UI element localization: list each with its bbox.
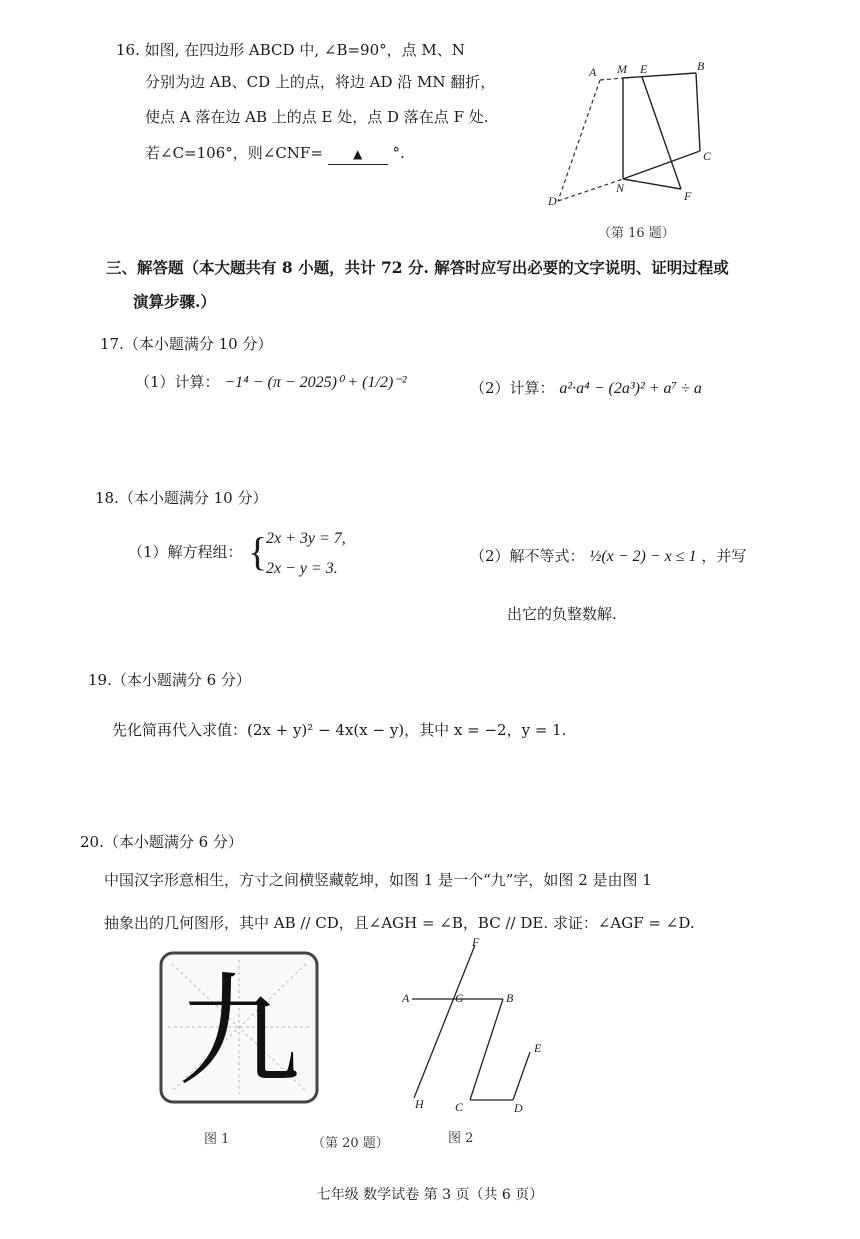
q20-caption: （第 20 题） xyxy=(312,1136,389,1151)
q18-part2-line2: 出它的负整数解. xyxy=(507,605,617,623)
blank-triangle-icon: ▲ xyxy=(353,147,363,161)
q20-fig2-caption: 图 2 xyxy=(448,1131,474,1146)
page-footer: 七年级 数学试卷 第 3 页（共 6 页） xyxy=(316,1187,544,1203)
q20-label-H: H xyxy=(415,1097,424,1111)
q16-edge-MB xyxy=(623,73,696,78)
q17-part2 xyxy=(470,378,702,399)
q16-figure xyxy=(540,58,740,218)
q16-unit: °. xyxy=(392,144,405,162)
q16-edge-BC xyxy=(696,73,700,151)
q16-edge-DN xyxy=(558,179,623,201)
char-jiu: 九 xyxy=(178,961,300,1103)
q18-system-brace: { xyxy=(248,529,268,574)
section3-title-cont: 演算步骤.） xyxy=(133,292,216,311)
q16-condition: 若∠C=106°，则∠CNF= xyxy=(145,144,323,162)
q20-head: 20.（本小题满分 6 分） xyxy=(80,833,243,851)
q16-label-C: C xyxy=(703,149,712,163)
q16-edge-EF xyxy=(642,77,681,189)
q18-eq2: 2x − y = 3. xyxy=(266,560,338,577)
q20-figure1 xyxy=(160,952,320,1104)
q20-label-D: D xyxy=(514,1101,523,1115)
q16-edge-NF xyxy=(623,179,681,189)
q16-line1: 16. 如图, 在四边形 ABCD 中, ∠B=90°，点 M、N xyxy=(116,41,465,59)
q16-caption: （第 16 题） xyxy=(598,226,675,241)
q18-part2-tail: ，并写 xyxy=(701,547,747,565)
q17-part2-label: （2）计算： xyxy=(470,379,555,397)
q20-line2: 抽象出的几何图形，其中 AB // CD，且∠AGH = ∠B，BC // DE. 求证：∠AGF = ∠D. xyxy=(104,914,695,932)
q16-label-B: B xyxy=(697,59,705,73)
q19-body: 先化简再代入求值：(2x + y)² − 4x(x − y)，其中 x = −2，y = 1. xyxy=(112,721,567,739)
q20-label-C: C xyxy=(455,1100,464,1114)
q19-head: 19.（本小题满分 6 分） xyxy=(88,671,251,689)
q20-label-E: E xyxy=(534,1041,542,1055)
q17-part1-label: （1）计算： xyxy=(135,373,220,391)
q16-label-E: E xyxy=(640,62,648,76)
q16-label-A: A xyxy=(589,65,597,79)
q18-head: 18.（本小题满分 10 分） xyxy=(95,489,268,507)
q20-line1: 中国汉字形意相生，方寸之间横竖藏乾坤，如图 1 是一个“九”字，如图 2 是由图 1 xyxy=(104,871,652,889)
q18-part2 xyxy=(470,546,746,567)
q16-label-F: F xyxy=(684,189,692,203)
q16-line4 xyxy=(145,143,405,165)
q16-label-N: N xyxy=(616,181,625,195)
q20-label-G: G xyxy=(455,991,464,1005)
q17-part1 xyxy=(135,372,407,393)
answer-blank xyxy=(328,144,388,165)
q16-line2: 分别为边 AB、CD 上的点，将边 AD 沿 MN 翻折， xyxy=(145,73,496,91)
q17-head: 17.（本小题满分 10 分） xyxy=(100,335,273,353)
q16-edge-AD xyxy=(558,80,600,201)
q16-edge-CN xyxy=(623,151,700,179)
q17-part1-expr: −1⁴ − (π − 2025)⁰ + (1/2)⁻² xyxy=(224,374,407,391)
q20-label-B: B xyxy=(506,991,514,1005)
q18-part1-label: （1）解方程组： xyxy=(128,543,243,561)
section3-title: 三、解答题（本大题共有 8 小题，共计 72 分. 解答时应写出必要的文字说明、证明过程或 xyxy=(106,258,729,277)
segment-DE xyxy=(513,1052,530,1100)
q18-part2-expr: ½(x − 2) − x ≤ 1 xyxy=(589,548,697,565)
q20-figure2 xyxy=(400,935,570,1115)
segment-BC xyxy=(470,999,503,1100)
line-FH xyxy=(414,945,475,1098)
q16-label-M: M xyxy=(617,62,627,76)
q16-label-D: D xyxy=(548,194,557,208)
q16-edge-AM xyxy=(600,78,623,80)
q20-label-A: A xyxy=(402,991,410,1005)
q16-line3: 使点 A 落在边 AB 上的点 E 处，点 D 落在点 F 处. xyxy=(145,108,489,126)
q17-part2-expr: a²·a⁴ − (2a³)² + a⁷ ÷ a xyxy=(559,380,702,397)
q18-part2-label: （2）解不等式： xyxy=(470,547,585,565)
q18-eq1: 2x + 3y = 7, xyxy=(266,530,346,547)
q20-label-F: F xyxy=(472,935,480,949)
q20-fig1-caption: 图 1 xyxy=(204,1132,230,1147)
